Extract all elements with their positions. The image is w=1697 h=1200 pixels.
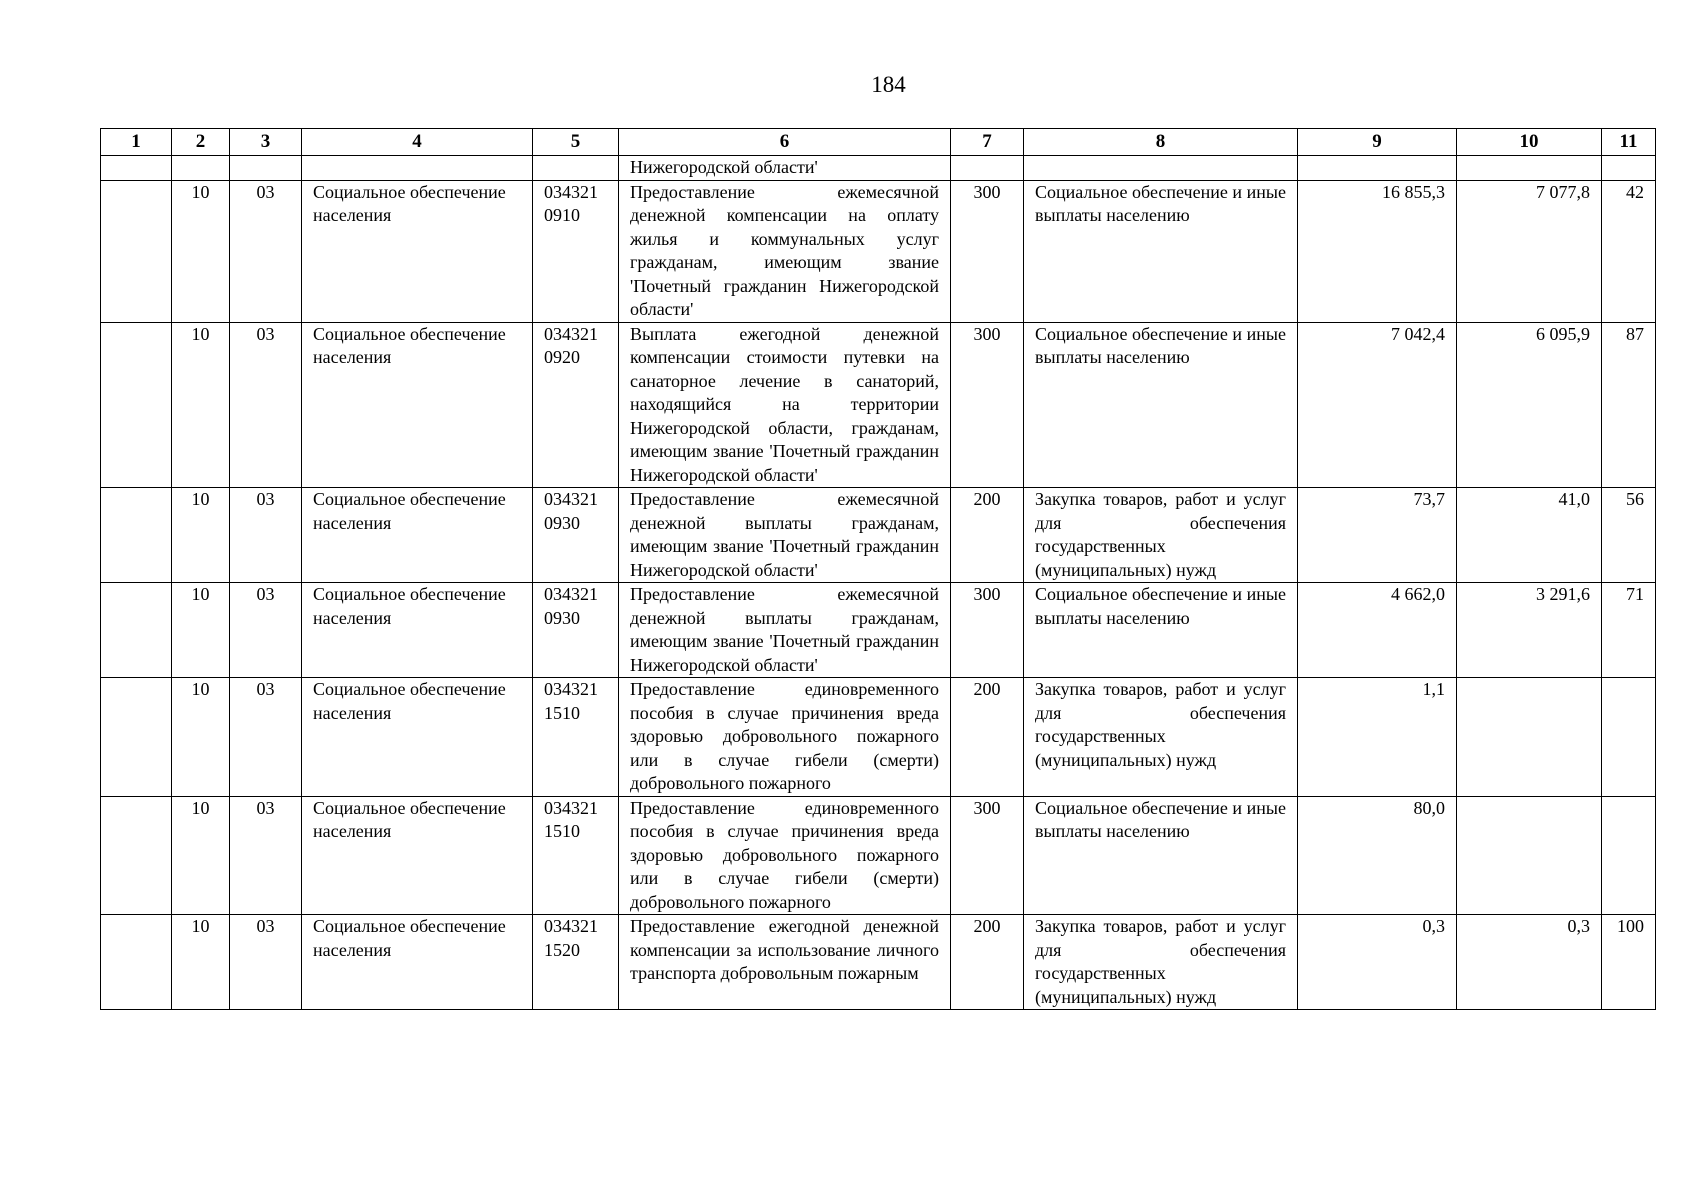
continuation-row <box>101 156 1656 181</box>
table-row <box>101 322 1656 488</box>
cell-target-code: 034321 0910 <box>533 180 619 322</box>
cell-target-code: 034321 1510 <box>533 796 619 915</box>
cell-expense-name: Социальное обеспечение и иные выплаты населению <box>1024 322 1298 488</box>
cell-subsection-name: Социальное обеспечение населения <box>302 796 533 915</box>
cell-description: Нижегородской области' <box>619 156 951 181</box>
column-header: 8 <box>1024 129 1298 156</box>
table-row <box>101 583 1656 678</box>
cell-expense-name: Закупка товаров, работ и услуг для обеспечения государственных (муниципальных) нужд <box>1024 915 1298 1010</box>
cell-target-code: 034321 1510 <box>533 678 619 797</box>
cell-section: 10 <box>172 488 230 583</box>
cell-target-code: 034321 0930 <box>533 488 619 583</box>
cell-subsection-name: Социальное обеспечение населения <box>302 322 533 488</box>
cell-description: Предоставление ежемесячной денежной выплаты гражданам, имеющим звание 'Почетный гражданин Нижегородской области' <box>619 488 951 583</box>
cell-actual: 7 077,8 <box>1457 180 1602 322</box>
cell-planned: 80,0 <box>1298 796 1457 915</box>
cell-subsection: 03 <box>230 678 302 797</box>
cell-section: 10 <box>172 583 230 678</box>
cell-description: Предоставление ежемесячной денежной компенсации на оплату жилья и коммунальных услуг гражданам, имеющим звание 'Почетный гражданин Нижегородской области' <box>619 180 951 322</box>
cell-subsection: 03 <box>230 796 302 915</box>
column-header: 11 <box>1602 129 1656 156</box>
cell-section: 10 <box>172 322 230 488</box>
cell-percent: 100 <box>1602 915 1656 1010</box>
cell-expense-name: Социальное обеспечение и иные выплаты населению <box>1024 796 1298 915</box>
cell-percent: 71 <box>1602 583 1656 678</box>
cell-expense-name: Закупка товаров, работ и услуг для обеспечения государственных (муниципальных) нужд <box>1024 488 1298 583</box>
table-row <box>101 678 1656 797</box>
cell-planned: 0,3 <box>1298 915 1457 1010</box>
cell-expense-type: 300 <box>951 180 1024 322</box>
cell-subsection: 03 <box>230 915 302 1010</box>
cell-description: Предоставление ежегодной денежной компенсации за использование личного транспорта добровольным пожарным <box>619 915 951 1010</box>
cell-actual: 6 095,9 <box>1457 322 1602 488</box>
cell-actual <box>1457 678 1602 797</box>
cell-subsection-name: Социальное обеспечение населения <box>302 915 533 1010</box>
cell-actual: 41,0 <box>1457 488 1602 583</box>
cell-subsection-name: Социальное обеспечение населения <box>302 488 533 583</box>
cell-expense-type: 200 <box>951 488 1024 583</box>
budget-table <box>100 128 1656 1010</box>
cell-actual <box>1457 796 1602 915</box>
cell-percent: 56 <box>1602 488 1656 583</box>
cell-expense-type: 300 <box>951 796 1024 915</box>
header-row <box>101 129 1656 156</box>
column-header: 10 <box>1457 129 1602 156</box>
cell-section: 10 <box>172 796 230 915</box>
table-row <box>101 796 1656 915</box>
cell-percent <box>1602 796 1656 915</box>
cell-target-code: 034321 1520 <box>533 915 619 1010</box>
cell-planned: 73,7 <box>1298 488 1457 583</box>
cell-description: Выплата ежегодной денежной компенсации стоимости путевки на санаторное лечение в санаторий, находящийся на территории Нижегородской области, гражданам, имеющим звание 'Почетный гражданин Нижегородской области' <box>619 322 951 488</box>
cell-expense-type: 200 <box>951 915 1024 1010</box>
cell-expense-type: 200 <box>951 678 1024 797</box>
column-header: 4 <box>302 129 533 156</box>
cell-planned: 4 662,0 <box>1298 583 1457 678</box>
cell-subsection-name: Социальное обеспечение населения <box>302 180 533 322</box>
cell-percent: 87 <box>1602 322 1656 488</box>
cell-subsection-name: Социальное обеспечение населения <box>302 583 533 678</box>
column-header: 3 <box>230 129 302 156</box>
column-header: 6 <box>619 129 951 156</box>
cell-description: Предоставление единовременного пособия в случае причинения вреда здоровью добровольного пожарного или в случае гибели (смерти) добровольного пожарного <box>619 678 951 797</box>
cell-section: 10 <box>172 678 230 797</box>
cell-planned: 7 042,4 <box>1298 322 1457 488</box>
cell-subsection-name: Социальное обеспечение населения <box>302 678 533 797</box>
cell-actual: 3 291,6 <box>1457 583 1602 678</box>
table-row <box>101 488 1656 583</box>
table-row <box>101 180 1656 322</box>
cell-percent <box>1602 678 1656 797</box>
cell-expense-name: Социальное обеспечение и иные выплаты населению <box>1024 180 1298 322</box>
cell-percent: 42 <box>1602 180 1656 322</box>
cell-target-code: 034321 0920 <box>533 322 619 488</box>
cell-description: Предоставление ежемесячной денежной выплаты гражданам, имеющим звание 'Почетный гражданин Нижегородской области' <box>619 583 951 678</box>
column-header: 5 <box>533 129 619 156</box>
column-header: 7 <box>951 129 1024 156</box>
page-number: 184 <box>871 72 906 97</box>
cell-expense-name: Закупка товаров, работ и услуг для обеспечения государственных (муниципальных) нужд <box>1024 678 1298 797</box>
cell-section: 10 <box>172 180 230 322</box>
cell-subsection: 03 <box>230 488 302 583</box>
cell-target-code: 034321 0930 <box>533 583 619 678</box>
cell-expense-name: Социальное обеспечение и иные выплаты населению <box>1024 583 1298 678</box>
cell-subsection: 03 <box>230 583 302 678</box>
column-header: 9 <box>1298 129 1457 156</box>
cell-section: 10 <box>172 915 230 1010</box>
cell-subsection: 03 <box>230 180 302 322</box>
column-header: 2 <box>172 129 230 156</box>
cell-expense-type: 300 <box>951 322 1024 488</box>
column-header: 1 <box>101 129 172 156</box>
cell-subsection: 03 <box>230 322 302 488</box>
cell-expense-type: 300 <box>951 583 1024 678</box>
cell-planned: 16 855,3 <box>1298 180 1457 322</box>
cell-actual: 0,3 <box>1457 915 1602 1010</box>
table-row <box>101 915 1656 1010</box>
cell-description: Предоставление единовременного пособия в случае причинения вреда здоровью добровольного пожарного или в случае гибели (смерти) добровольного пожарного <box>619 796 951 915</box>
cell-planned: 1,1 <box>1298 678 1457 797</box>
